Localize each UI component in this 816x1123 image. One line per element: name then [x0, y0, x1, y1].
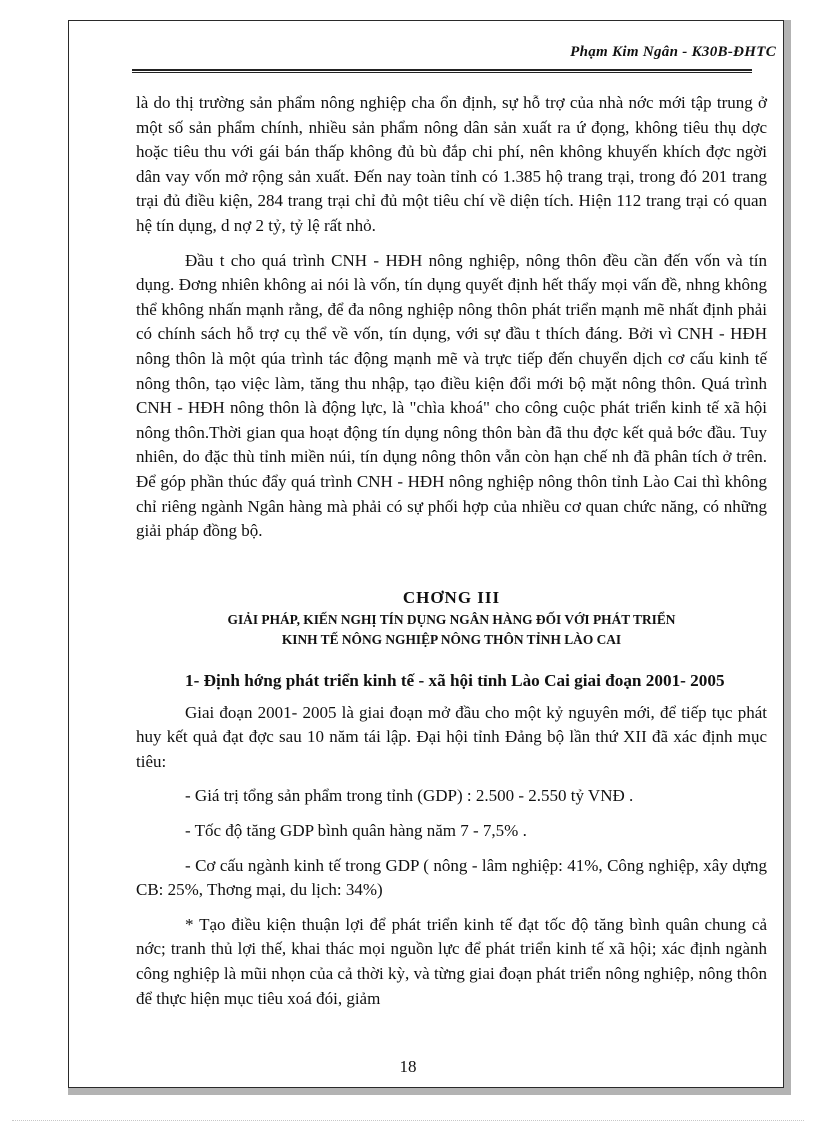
paragraph-continuation: là do thị trường sản phẩm nông nghiệp cha ổn định, sự hỗ trợ của nhà nớc mới tập trung ở một số sản phẩm chính, nhiều sản phẩm nông dân sản xuất ra ứ đọng, không tiêu thụ dợc hoặc tiêu thu với gái bán thấp không đủ bù đắp chi phí, nên không khuyến khích đợc ngời dân vay vốn mở rộng sản xuất. Đến nay toàn tỉnh có 1.385 hộ trang trại, trong đó 201 trang trại đủ điều kiện, 284 trang trại chỉ đủ một tiêu chí về diện tích. Hiện 112 trang trại có quan hệ tín dụng, d nợ 2 tỷ, tỷ lệ rất nhỏ. — [136, 93, 767, 235]
section-heading: 1- Định hớng phát triển kinh tế - xã hội tỉnh Lào Cai giai đoạn 2001- 2005 — [185, 670, 725, 690]
goal-item-conditions: * Tạo điều kiện thuận lợi để phát triển kinh tế đạt tốc độ tăng bình quân chung cả nớc; tranh thủ lợi thế, khai thác mọi nguồn lực để phát triển kinh tế xã hội; xác định ngành công nghiệp là mũi nhọn của cả thời kỳ, và từng giai đoạn phát triển nông nghiệp, nông thôn để thực hiện mục tiêu xoá đói, giảm — [136, 914, 767, 1008]
chapter-subtitle-line-1: GIẢI PHÁP, KIẾN NGHỊ TÍN DỤNG NGÂN HÀNG ĐỐI VỚI PHÁT TRIỂN — [227, 611, 676, 627]
header-rule — [132, 69, 752, 73]
chapter-subtitle-line-2: KINH TẾ NÔNG NGHIỆP NÔNG THÔN TỈNH LÀO CAI — [281, 631, 622, 647]
paragraph-investment: Đầu t cho quá trình CNH - HĐH nông nghiệp, nông thôn đều cần đến vốn và tín dụng. Đơng nhiên không ai nói là vốn, tín dụng quyết định hết thấy mọi vấn đề, nhng không thể không nhấn mạnh rằng, để đa nông nghiệp nông thôn phát triển mạnh mẽ nhất định phải có chính sách hỗ trợ cụ thể về vốn, tín dụng, với sự đầu t thích đáng. Bởi vì CNH - HĐH nông thôn là một qúa trình tác động mạnh mẽ và trực tiếp đến chuyển dịch cơ cấu kinh tế nông thôn, tạo việc làm, tăng thu nhập, tạo điều kiện đổi mới bộ mặt nông thôn. Quá trình CNH - HĐH nông thôn là động lực, là "chìa khoá" cho công cuộc phát triển kinh tế xã hội nông thôn.Thời gian qua hoạt động tín dụng nông thôn bàn đã thu đợc kết quả bớc đầu. Tuy nhiên, do đặc thù tỉnh miền núi, tín dụng nông thôn vẫn còn hạn chế nh đã phân tích ở trên. Để góp phần thúc đẩy quá trình CNH - HĐH nông nghiệp nông thôn tỉnh Lào Cai thì không chỉ riêng ngành Ngân hàng mà phải có sự phối hợp của nhiều cơ quan chức năng, có những giải pháp đồng bộ. — [136, 250, 767, 541]
page-content — [136, 91, 767, 1021]
page-number: 18 — [399, 1057, 417, 1076]
goal-item-growth: - Tốc độ tăng GDP bình quân hàng năm 7 - 7,5% . — [185, 821, 527, 841]
chapter-subtitle — [136, 610, 767, 650]
goal-item-structure: - Cơ cấu ngành kinh tế trong GDP ( nông - lâm nghiệp: 41%, Công nghiệp, xây dựng CB: 25%, Thơng mại, du lịch: 34%) — [136, 855, 767, 900]
section-intro: Giai đoạn 2001- 2005 là giai đoạn mở đầu cho một kỷ nguyên mới, để tiếp tục phát huy kết quả đạt đợc sau 10 năm tái lập. Đại hội tỉnh Đảng bộ lần thứ XII đã xác định mục tiêu: — [136, 702, 767, 771]
goal-item-gdp: - Giá trị tổng sản phẩm trong tỉnh (GDP) : 2.500 - 2.550 tỷ VNĐ . — [185, 786, 634, 806]
page-header-author: Phạm Kim Ngân - K30B-ĐHTC — [570, 44, 776, 60]
chapter-title: CHƠNG III — [402, 587, 501, 607]
bottom-dotted-rule — [12, 1120, 804, 1122]
